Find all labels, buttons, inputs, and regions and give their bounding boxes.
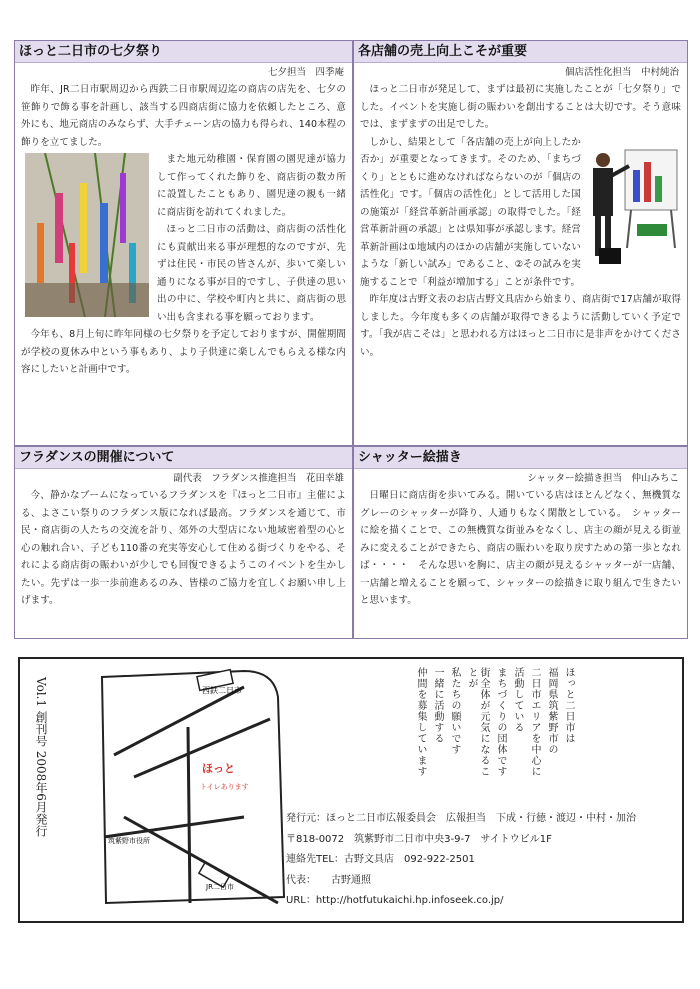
url-link[interactable]: URL：http://hotfutukaichi.hp.infoseek.co.jp/ <box>286 895 504 906</box>
paragraph: 今、静かなブームになっているフラダンスを『ほっと二日市』主催による、よさこい祭りのフラダンス版になれば最高。フラダンスを通じて、市民・商店街の人たちの交流を計り、郊外の大型店にない地域密着型の心と心の触れ合い、子ども110番の充実等安心して住める街づくりをやる、それによる商店街の賑わいが少しでも回復できるようこのイベントを生かしたい。先ずは一歩一歩前進あるのみ、皆様のご協力を宜しくお願い申し上げます。 <box>21 490 346 606</box>
paragraph: 日曜日に商店街を歩いてみる。開いている店はほとんどなく、無機質なグレーのシャッターが降り、人通りもなく閑散としている。 シャッターに絵を描くことで、この無機質な街並みをなくし、店主の顔が見える街並みに変えることができたら、商店の賑わいを取り戻すための第一歩となれば・・・・ そんな思いを胸に、店主の顔が見えるシャッターが一店舗、一店舗と増えることを願って、シャッターの絵描きに取り組んで生きたいと思います。 <box>360 490 681 606</box>
map-label-hot: ほっと <box>202 762 235 775</box>
footer-box <box>18 657 684 923</box>
section-title: 各店舗の売上向上こそが重要 <box>354 41 687 63</box>
section-body <box>15 81 352 379</box>
contact-line: 連絡先TEL：古野文具店 092-922-2501 <box>286 854 475 865</box>
paragraph: しかし、結果として「各店舗の売上が向上したか否か」が重要となってきます。そのため、「まちづくり」とともに進めなければならないのが「個店の活性化」です。「個店の活性化」として活用した国の施策が「経営革新計画承認」の取得でした。「経営革新計画の承認」とは県知事が承認します。経営革新計画は①地域内のほかの店舗が実施していないような「新しい試み」であること、②その試みを実施することで「利益が増加する」ことが条件です。 <box>360 136 581 288</box>
section-body <box>354 487 687 610</box>
intro-vertical <box>414 667 574 787</box>
intro-line: 一緒に活動する <box>432 667 443 744</box>
map-label-nishitetsu: 西鉄二日市 <box>202 686 242 695</box>
section-body <box>15 487 352 610</box>
paragraph: 今年も、8月上旬に昨年同様の七夕祭りを予定しておりますが、開催期間が学校の夏休み中という事もあり、より子供達に楽しんでもらえる様な内容にしたいと計画中です。 <box>21 329 346 375</box>
intro-line: 仲間を募集しています <box>415 667 426 777</box>
intro-line: ほっと二日市は <box>563 667 574 744</box>
section-stores <box>354 41 687 445</box>
presenter-illustration <box>587 136 679 268</box>
paragraph: ほっと二日市の活動は、商店街の活性化にも貢献出来る事が理想的なのですが、先ずは住民・市民の皆さんが、歩いて楽しい通りになる事が目的ですし、子供達の思い出の中に、学校や町内と共に、商店街の思い出も含まれる事を願っております。 <box>157 224 346 323</box>
section-byline: 七夕担当 四季庵 <box>267 67 344 78</box>
section-title: シャッター絵描き <box>354 447 687 469</box>
map-label-toilet: トイレあります <box>200 783 249 791</box>
tanabata-photo <box>25 153 149 317</box>
section-tanabata <box>15 41 352 445</box>
publisher-info <box>286 809 676 912</box>
paragraph: また地元幼稚園・保育園の園児達が協力して作ってくれた飾りを、商店街の数カ所に設置したこともあり、園児達の親も一緒に商店街を訪れてくれました。 <box>157 154 346 218</box>
intro-line: 二日市エリアを中心に <box>529 667 540 777</box>
map-label-jr: JR二日市 <box>206 883 234 891</box>
volume-info: Vol.1 創刊号 2008年6月発行 <box>34 677 48 837</box>
access-map <box>94 667 290 913</box>
intro-line: 活動している <box>512 667 523 733</box>
section-byline: 副代表 フラダンス推進担当 花田幸雄 <box>173 473 344 484</box>
section-title: ほっと二日市の七夕祭り <box>15 41 352 63</box>
intro-line: まちづくりの団体です <box>495 667 506 777</box>
section-hula <box>15 447 352 638</box>
address-line: 〒818-0072 筑紫野市二日市中央3-9-7 サイトウビル1F <box>286 833 552 845</box>
representative-line: 代表： 古野通照 <box>286 874 371 886</box>
paragraph: ほっと二日市が発足して、まずは最初に実施したことが「七夕祭り」でした。イベントを実施し街の賑わいを創出することは大切です。そう意味では、まずまずの出足でした。 <box>360 84 681 130</box>
map-label-city-hall: 筑紫野市役所 <box>108 837 150 845</box>
section-byline: シャッター絵描き担当 仲山みちこ <box>527 473 679 484</box>
paragraph: 昨年、JR二日市駅周辺から西鉄二日市駅周辺迄の商店の店先を、七夕の笹飾りで飾る事を計画し、該当する四商店街に協力を依頼したところ、意外にも、地元商店のみならず、大手チェーン店の協力も得られ、140本程の飾りを立てました。 <box>21 84 346 148</box>
publisher-line: 発行元：ほっと二日市広報委員会 広報担当 下成・行徳・渡辺・中村・加治 <box>286 813 636 824</box>
intro-line: 私たちの願いです <box>449 667 460 755</box>
paragraph: 昨年度は古野文表のお店古野文具店から始まり、商店街で17店舗が取得しました。今年度も多くの店舗が取得できるように活動していく予定です。「我が店こそは」と思われる方はほっと二日市に是非声をかけてください。 <box>360 294 681 358</box>
section-byline: 個店活性化担当 中村純治 <box>564 67 679 78</box>
section-title: フラダンスの開催について <box>15 447 352 469</box>
newsletter-grid <box>14 40 688 639</box>
section-body <box>354 81 687 361</box>
intro-line: 街全体が元気になることが <box>466 667 489 777</box>
intro-line: 福岡県筑紫野市の <box>546 667 557 755</box>
section-shutter <box>354 447 687 638</box>
